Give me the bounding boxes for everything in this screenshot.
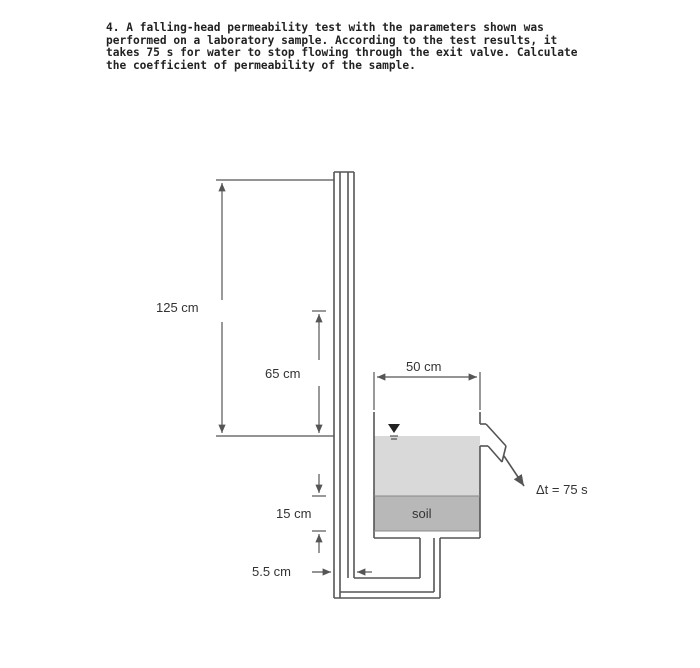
problem-number: 4. xyxy=(106,21,120,34)
label-5-5cm: 5.5 cm xyxy=(252,564,292,579)
problem-text: A falling-head permeability test with the parameters shown was performed on a laboratory sample. According to the test results, it takes 75 s for water to stop flowing through the exit valve. Calculate the coefficient of permeability of the sample. xyxy=(106,21,578,72)
exit-valve xyxy=(480,424,524,486)
label-50cm: 50 cm xyxy=(406,359,442,374)
connecting-pipe xyxy=(334,538,440,598)
dimension-15 xyxy=(312,474,326,553)
dimension-125 xyxy=(216,180,334,436)
label-65cm: 65 cm xyxy=(265,366,301,381)
water-region xyxy=(374,436,480,496)
dimension-50 xyxy=(374,372,480,410)
dimension-65 xyxy=(312,311,326,433)
label-15cm: 15 cm xyxy=(276,506,312,521)
label-125cm: 125 cm xyxy=(156,300,199,315)
label-delta-t: Δt = 75 s xyxy=(536,482,588,497)
standpipe xyxy=(334,172,354,598)
label-soil: soil xyxy=(412,506,432,521)
